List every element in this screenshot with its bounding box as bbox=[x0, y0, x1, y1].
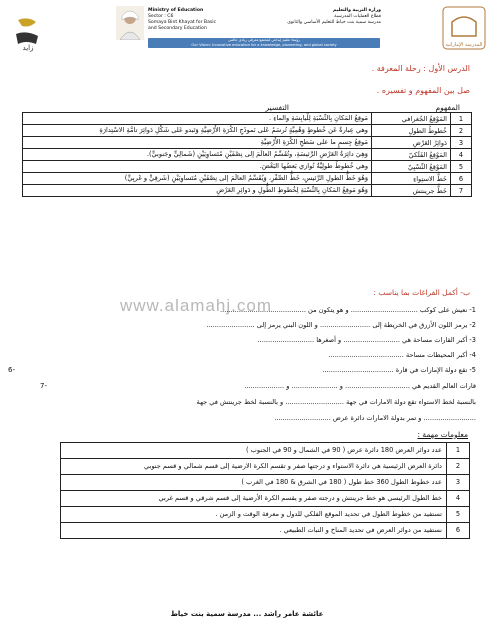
svg-text:زايد: زايد bbox=[22, 44, 34, 52]
side-number-7: 7- bbox=[40, 382, 47, 390]
concept-definition[interactable]: وَهُوَ خَطُّ الطولِ الرَّئيسِ، خَطُّ الصِّفْرِ، وَيُقَسِّمُ العالَمَ إلى نِصْفَيْنِ مُتَساوِيَيْنِ (شَرقِيٍّ و غَربِيٍّ) bbox=[23, 173, 372, 185]
info-text: نستفيد من دوائر العرض في تحديد المناخ و النبات الطبيعي . bbox=[61, 523, 447, 539]
ministry-arabic-block bbox=[286, 8, 381, 26]
sector-ar: قطاع العمليات المدرسية bbox=[334, 14, 381, 19]
fill-line-5[interactable]: 5- تقع دولة الإمارات في قارة .................................. bbox=[322, 366, 476, 374]
concept-term[interactable]: المَوْقِعُ الجُغرافي bbox=[372, 113, 451, 125]
vision-ar: رؤيتنا: تعليم إبداعي لمجتمع معرفي ريادي عالمي bbox=[228, 38, 300, 42]
concept-number: 3 bbox=[451, 137, 472, 149]
concept-term[interactable]: خُطوطُ الطولِ bbox=[372, 125, 451, 137]
fill-line-4[interactable]: 4- أكبر المحيطات مساحة .................................... bbox=[328, 351, 476, 359]
concept-number: 7 bbox=[451, 185, 472, 197]
fill-line-1[interactable]: 1- نعيش على كوكب ................................ و هو يتكون من ......................................... bbox=[220, 306, 476, 314]
school-en-line1: Somaya Bint Khayat for Basic bbox=[148, 20, 217, 25]
concept-term[interactable]: المَوْقِعُ النِّسْبِيّ bbox=[372, 161, 451, 173]
vision-bar bbox=[148, 38, 380, 48]
concept-row bbox=[23, 161, 472, 173]
footer-credit: عائشة عامر راشد ... مدرسة سمية بنت خياط bbox=[170, 610, 324, 618]
section-b-title: ب- أكمل الفراغات بما يناسب : bbox=[373, 288, 470, 297]
info-number: 2 bbox=[447, 459, 470, 475]
info-number: 3 bbox=[447, 475, 470, 491]
concept-row bbox=[23, 185, 472, 197]
col-header-explanation: التفسير bbox=[265, 103, 289, 112]
concept-table bbox=[22, 112, 472, 197]
fill-line-3[interactable]: 3- أكبر القارات مساحة هي ........................... و أصغرها ........................... bbox=[257, 336, 476, 344]
concept-number: 6 bbox=[451, 173, 472, 185]
school-ar: مدرسة سمية بنت خياط للتعليم الأساسي والثانوي bbox=[287, 20, 381, 25]
info-row bbox=[61, 523, 470, 539]
info-number: 4 bbox=[447, 491, 470, 507]
concept-row bbox=[23, 125, 472, 137]
concept-number: 1 bbox=[451, 113, 472, 125]
fill-line-2[interactable]: 2- يرمز اللون الأزرق في الخريطة إلى ........................ و اللون البني يرمز إلى ....................... bbox=[206, 321, 476, 329]
info-text: تستفيد من خطوط الطول في تحديد الموقع الفلكي للدول و معرفة الوقت و الزمن . bbox=[61, 507, 447, 523]
task-connect: صل بين المفهوم و تفسيره . bbox=[376, 86, 470, 95]
info-row bbox=[61, 491, 470, 507]
info-number: 6 bbox=[447, 523, 470, 539]
info-row bbox=[61, 443, 470, 459]
info-text: دائرة العرض الرئيسية هي دائرة الاستواء و درجتها صفر و تقسم الكرة الارضية إلى قسم شمالي و قسم جنوبي bbox=[61, 459, 447, 475]
school-en-line2: and Secondary Education bbox=[148, 26, 207, 31]
emirati-school-logo-icon bbox=[442, 6, 486, 50]
info-row bbox=[61, 507, 470, 523]
concept-row bbox=[23, 113, 472, 125]
concept-term[interactable]: خَطُّ الاستِواءِ bbox=[372, 173, 451, 185]
fill-line-7[interactable]: بالنسبة لخط الاستواء تقع دولة الامارات في جهة ............................ و بالنسبة لخط جرينتش في جهة bbox=[196, 398, 476, 406]
info-text: عدد دوائر العرض 180 دائرة عرض ( 90 في الشمال و 90 في الجنوب ) bbox=[61, 443, 447, 459]
info-row bbox=[61, 459, 470, 475]
concept-definition[interactable]: مَوقِعُ المَكانِ بِالنِّسْبَةِ لِلْيابِسَةِ والماءِ . bbox=[23, 113, 372, 125]
portrait-emblem-icon bbox=[116, 6, 144, 40]
concept-definition[interactable]: وهي خُطوطٌ طولِيَّةٌ تُوازي بَعضُها البَعْضَ. bbox=[23, 161, 372, 173]
watermark: www.alamahj.com bbox=[120, 296, 272, 315]
info-text: عدد خطوط الطول 360 خط طول ( 180 في الشرق & 180 في الغرب ) bbox=[61, 475, 447, 491]
info-number: 5 bbox=[447, 507, 470, 523]
concept-definition[interactable]: وَهِيَ دائِرَةُ العَرْضِ الرَّئيسَةِ، وتُقَسِّمُ العالَمَ إلى نِصْفَيْنِ مُتَساوِيَيْنِ (شَمالِيٍّ وجَنوبيٍّ). bbox=[23, 149, 372, 161]
info-row bbox=[61, 475, 470, 491]
ministry-en: Ministry of Education bbox=[148, 8, 204, 13]
concept-row bbox=[23, 173, 472, 185]
concept-term[interactable]: دَوائِرُ العَرْضِ bbox=[372, 137, 451, 149]
concept-row bbox=[23, 137, 472, 149]
concept-term[interactable]: المَوْقِعُ الفَلَكيّ bbox=[372, 149, 451, 161]
ministry-ar: وزارة التربية والتعليم bbox=[332, 8, 381, 13]
info-title: معلومات مهمة : bbox=[417, 430, 468, 439]
sector-en: Sector : C6 bbox=[148, 14, 174, 19]
ministry-english-block bbox=[148, 8, 283, 32]
concept-number: 5 bbox=[451, 161, 472, 173]
info-text: خط الطول الرئيسي هو خط جرينتش و درجته صفر و يقسم الكرة الأرضية إلى قسم شرقي و قسم غربي bbox=[61, 491, 447, 507]
fill-line-6[interactable]: قارات العالم القديم هي ............................... و ...................... و ................... bbox=[244, 382, 476, 390]
concept-term[interactable]: خَطُّ جرينتش bbox=[372, 185, 451, 197]
info-number: 1 bbox=[447, 443, 470, 459]
concept-number: 4 bbox=[451, 149, 472, 161]
concept-definition[interactable]: وهي عِبارةٌ عَن خُطوطٍ وَهْمِيَّةٍ تُرسَمُ عَلى نَموذَجِ الكُرَةِ الأَرْضِيَّةِ وَتَبدو عَلى شَكْلِ دَوائِرَ تامَّةِ الاسْتِدارَةِ bbox=[23, 125, 372, 137]
svg-text:المدرسة الإماراتية: المدرسة الإماراتية bbox=[445, 42, 483, 48]
lesson-title: الدرس الأول : رحلة المعرفة . bbox=[371, 64, 470, 73]
concept-definition[interactable]: مَوقِعُ جِسمٍ ما على سَطحِ الكُرَةِ الأَرْضِيَّةِ bbox=[23, 137, 372, 149]
concept-number: 2 bbox=[451, 125, 472, 137]
col-header-concept: المفهوم bbox=[435, 103, 460, 112]
fill-line-8[interactable]: ......................... و تمر بدولة الامارات دائرة عرض ........................... bbox=[274, 414, 476, 422]
zayed-logo-icon bbox=[10, 14, 46, 52]
concept-definition[interactable]: وَهُوَ مَوقِعُ المَكانِ بِالنِّسْبَةِ لِخُطوطِ الطُّولِ و دَوائِرِ العَرْضِ bbox=[23, 185, 372, 197]
concept-row bbox=[23, 149, 472, 161]
info-table bbox=[60, 442, 470, 539]
vision-en: Our Vision: Innovative education for a knowledge, pioneering, and global society bbox=[191, 43, 337, 47]
side-number-6: 6- bbox=[8, 366, 15, 374]
letterhead bbox=[8, 4, 486, 56]
